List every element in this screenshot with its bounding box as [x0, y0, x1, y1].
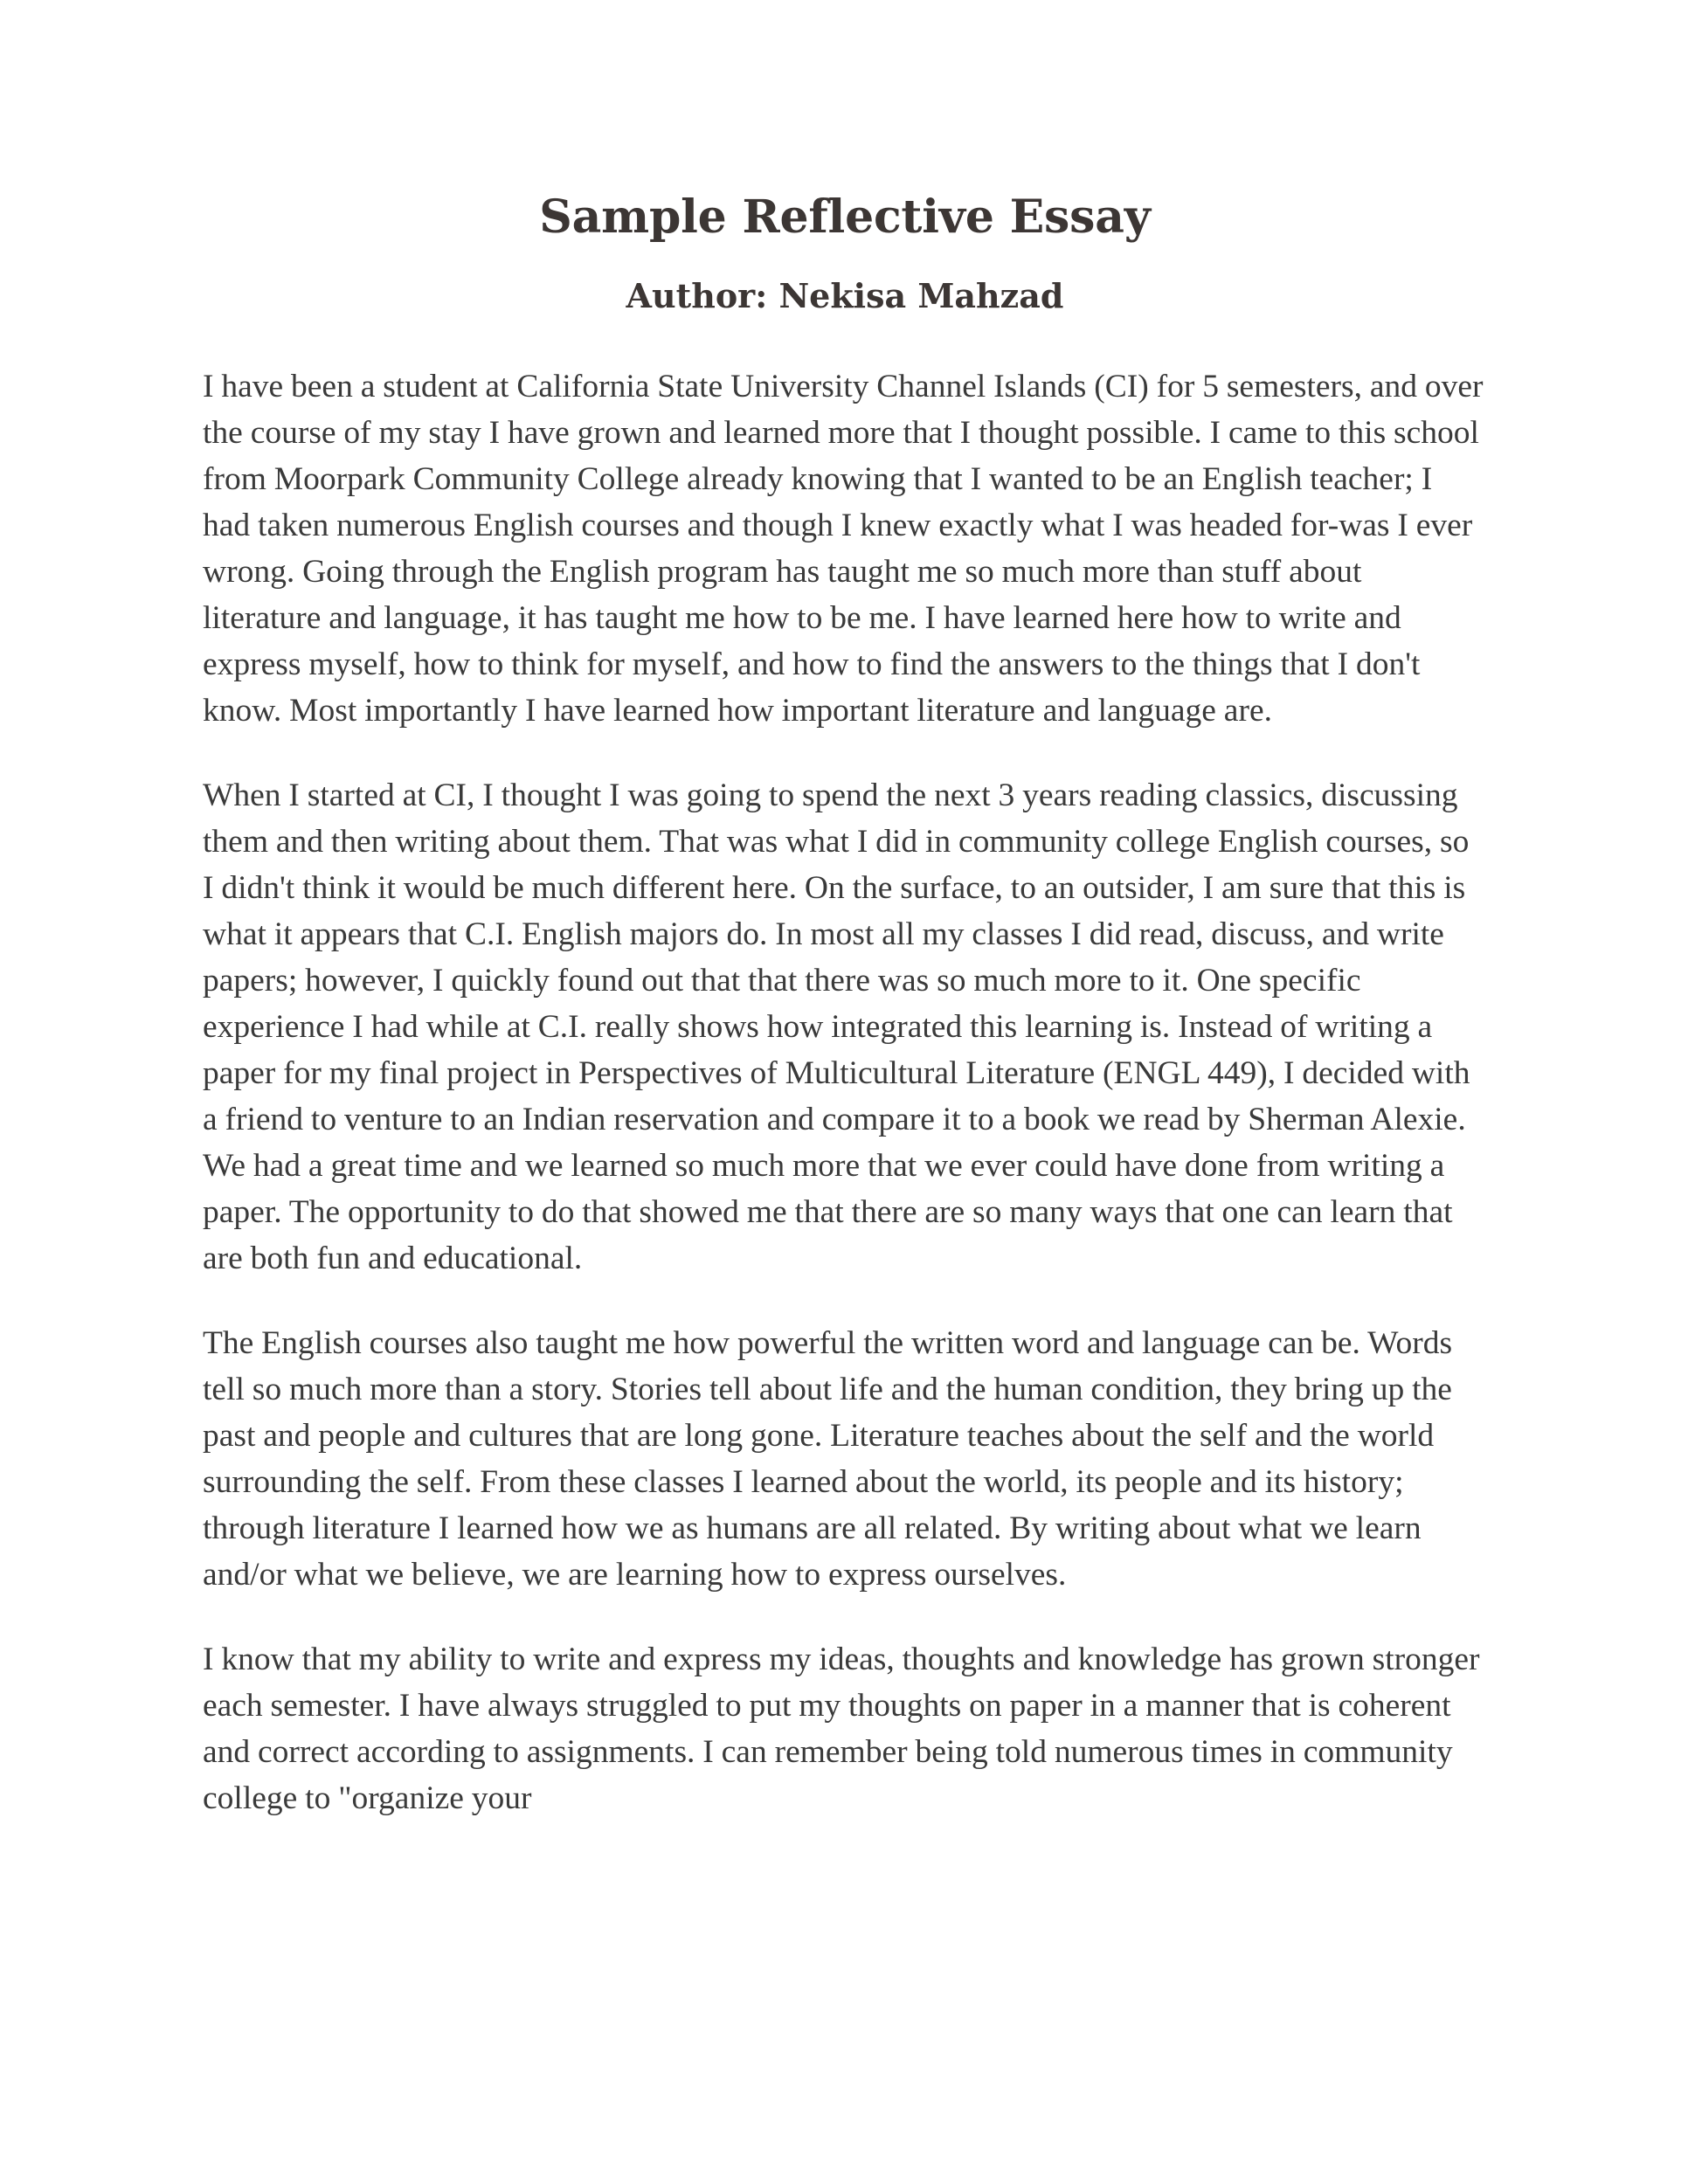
author-byline: Author: Nekisa Mahzad	[626, 276, 1064, 316]
paragraph: I have been a student at California State University Channel Islands (CI) for 5 semesters, and over the course of my stay I have grown and learned more that I thought possible. I came to this school from Moorpark Community College already knowing that I wanted to be an English teacher; I had taken numerous English courses and though I knew exactly what I was headed for-was I ever wrong. Going through the English program has taught me so much more than stuff about literature and language, it has taught me how to be me. I have learned here how to write and express myself, how to think for myself, and how to find the answers to the things that I don't know. Most importantly I have learned how important literature and language are.	[203, 368, 1484, 729]
paragraph: I know that my ability to write and express my ideas, thoughts and knowledge has grown stronger each semester. I have always struggled to put my thoughts on paper in a manner that is coherent and correct according to assignments. I can remember being told numerous times in community college to "organize your	[203, 1641, 1480, 1816]
paragraph: When I started at CI, I thought I was going to spend the next 3 years reading classics, discussing them and then writing about them. That was what I did in community college English courses, so I didn't think it would be much different here. On the surface, to an outsider, I am sure that this is what it appears that C.I. English majors do. In most all my classes I did read, discuss, and write papers; however, I quickly found out that that there was so much more to it. One specific experience I had while at C.I. really shows how integrated this learning is. Instead of writing a paper for my final project in Perspectives of Multicultural Literature (ENGL 449), I decided with a friend to venture to an Indian reservation and compare it to a book we read by Sherman Alexie. We had a great time and we learned so much more that we ever could have done from writing a paper. The opportunity to do that showed me that there are so many ways that one can learn that are both fun and educational.	[203, 777, 1470, 1276]
essay-body	[203, 316, 1487, 1821]
page-title: Sample Reflective Essay	[539, 190, 1151, 244]
paragraph: The English courses also taught me how powerful the written word and language can be. Words tell so much more than a story. Stories tell about life and the human condition, they bring up the past and people and cultures that are long gone. Literature teaches about the self and the world surrounding the self. From these classes I learned about the world, its people and its history; through literature I learned how we as humans are all related. By writing about what we learn and/or what we believe, we are learning how to express ourselves.	[203, 1324, 1453, 1593]
document-text-column	[203, 0, 1487, 1821]
